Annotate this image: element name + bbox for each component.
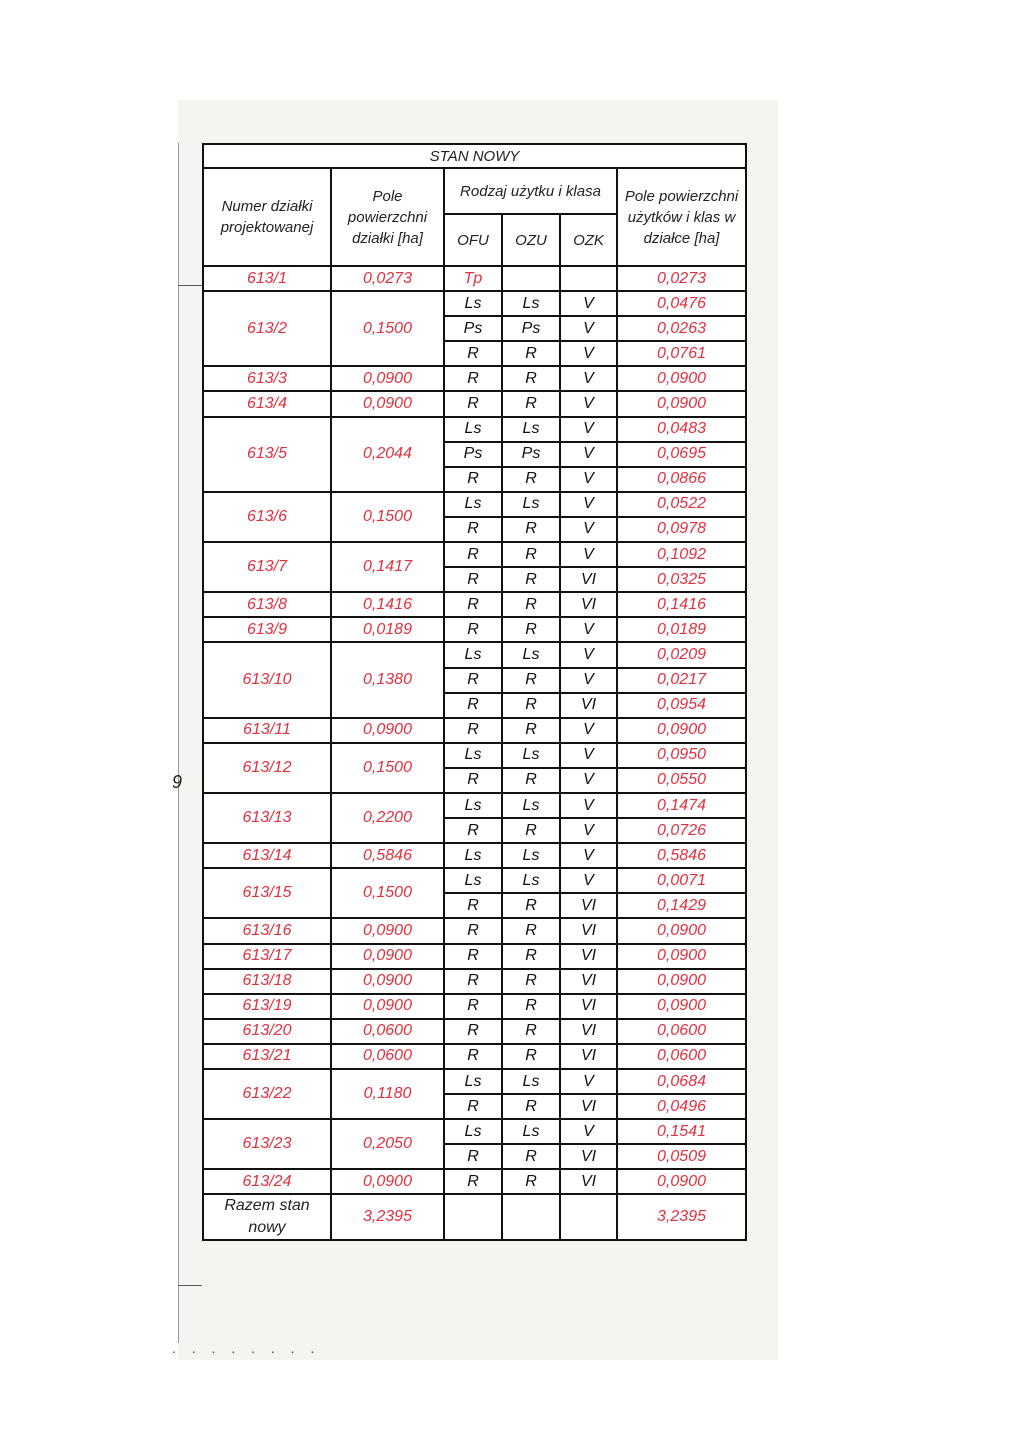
ozk-cell: V: [560, 291, 617, 316]
usage-area-cell: 0,0726: [617, 818, 746, 843]
total-empty-ozu: [502, 1194, 560, 1240]
parcel-area: 0,5846: [331, 843, 444, 868]
ofu-cell: R: [444, 391, 502, 416]
usage-area-cell: 0,0954: [617, 693, 746, 718]
ofu-cell: R: [444, 517, 502, 542]
ozu-cell: R: [502, 467, 560, 492]
parcel-number: 613/15: [203, 868, 331, 918]
parcel-area: 0,0900: [331, 366, 444, 391]
usage-area-cell: 0,0209: [617, 642, 746, 667]
table-row: [203, 1169, 746, 1194]
ozu-cell: R: [502, 1019, 560, 1044]
ozu-cell: Ps: [502, 442, 560, 467]
ozu-cell: R: [502, 768, 560, 793]
table-row: [203, 1119, 746, 1144]
ozu-cell: Ls: [502, 1069, 560, 1094]
table-row: [203, 994, 746, 1019]
header-ofu: OFU: [444, 214, 502, 266]
ozu-cell: Ps: [502, 316, 560, 341]
parcel-number: 613/11: [203, 718, 331, 743]
usage-area-cell: 0,0695: [617, 442, 746, 467]
parcel-area: 0,2050: [331, 1119, 444, 1169]
ofu-cell: R: [444, 617, 502, 642]
table-header: [203, 144, 746, 266]
ofu-cell: R: [444, 592, 502, 617]
ozu-cell: R: [502, 542, 560, 567]
ozk-cell: VI: [560, 592, 617, 617]
parcel-area: 0,0900: [331, 1169, 444, 1194]
ozk-cell: V: [560, 467, 617, 492]
parcel-number: 613/5: [203, 417, 331, 492]
ozu-cell: R: [502, 366, 560, 391]
ofu-cell: Ls: [444, 793, 502, 818]
parcel-number: 613/18: [203, 969, 331, 994]
ozu-cell: Ls: [502, 417, 560, 442]
parcel-number: 613/24: [203, 1169, 331, 1194]
table-row: [203, 291, 746, 316]
parcel-number: 613/4: [203, 391, 331, 416]
ozk-cell: VI: [560, 1144, 617, 1169]
ozk-cell: V: [560, 718, 617, 743]
ofu-cell: Ls: [444, 417, 502, 442]
ozk-cell: V: [560, 391, 617, 416]
usage-area-cell: 0,0950: [617, 743, 746, 768]
ozu-cell: R: [502, 1169, 560, 1194]
ofu-cell: R: [444, 366, 502, 391]
table-row: [203, 843, 746, 868]
ozk-cell: V: [560, 417, 617, 442]
table-row: [203, 266, 746, 291]
ozu-cell: R: [502, 617, 560, 642]
ozk-cell: VI: [560, 918, 617, 943]
table-row: [203, 718, 746, 743]
ofu-cell: R: [444, 341, 502, 366]
usage-area-cell: 0,0900: [617, 391, 746, 416]
ozk-cell: VI: [560, 693, 617, 718]
ozk-cell: V: [560, 1069, 617, 1094]
ofu-cell: Ls: [444, 1069, 502, 1094]
ozk-cell: VI: [560, 1169, 617, 1194]
ofu-cell: Ls: [444, 843, 502, 868]
margin-page-digit: 9: [172, 772, 183, 792]
ozu-cell: Ls: [502, 843, 560, 868]
total-empty-ofu: [444, 1194, 502, 1240]
parcel-number: 613/22: [203, 1069, 331, 1119]
usage-area-cell: 0,0600: [617, 1044, 746, 1069]
table-row: [203, 868, 746, 893]
ozu-cell: R: [502, 567, 560, 592]
parcel-area: 0,0189: [331, 617, 444, 642]
table-row: [203, 542, 746, 567]
table-row: [203, 1044, 746, 1069]
ofu-cell: R: [444, 918, 502, 943]
usage-area-cell: 0,0071: [617, 868, 746, 893]
ozu-cell: Ls: [502, 868, 560, 893]
parcel-area: 0,1500: [331, 868, 444, 918]
parcel-number: 613/21: [203, 1044, 331, 1069]
ozu-cell: R: [502, 893, 560, 918]
ozu-cell: R: [502, 1094, 560, 1119]
ozu-cell: R: [502, 969, 560, 994]
table-row: [203, 918, 746, 943]
ozu-cell: R: [502, 391, 560, 416]
table-row: [203, 1019, 746, 1044]
usage-area-cell: 0,0900: [617, 366, 746, 391]
ozk-cell: [560, 266, 617, 291]
parcel-number: 613/1: [203, 266, 331, 291]
usage-area-cell: 0,0273: [617, 266, 746, 291]
ozk-cell: VI: [560, 1019, 617, 1044]
header-parcel-area: Pole powierzchni działki [ha]: [331, 168, 444, 266]
usage-area-cell: 0,5846: [617, 843, 746, 868]
ozk-cell: VI: [560, 893, 617, 918]
parcel-area: 0,0600: [331, 1044, 444, 1069]
ofu-cell: Tp: [444, 266, 502, 291]
parcel-number: 613/16: [203, 918, 331, 943]
table-row: [203, 793, 746, 818]
ozu-cell: [502, 266, 560, 291]
left-margin-tick: [178, 1285, 202, 1286]
table-row: [203, 391, 746, 416]
parcel-area: 0,1417: [331, 542, 444, 592]
parcel-number: 613/2: [203, 291, 331, 366]
ozk-cell: V: [560, 366, 617, 391]
ozu-cell: R: [502, 818, 560, 843]
table-row: [203, 1069, 746, 1094]
ozu-cell: R: [502, 918, 560, 943]
table-row: [203, 969, 746, 994]
usage-area-cell: 0,0900: [617, 944, 746, 969]
header-usage-class: Rodzaj użytku i klasa: [444, 168, 617, 214]
left-margin-rule: [178, 143, 179, 1343]
usage-area-cell: 0,1474: [617, 793, 746, 818]
parcel-number: 613/6: [203, 492, 331, 542]
ofu-cell: R: [444, 693, 502, 718]
parcel-area: 0,0900: [331, 718, 444, 743]
ofu-cell: R: [444, 542, 502, 567]
header-ozk: OZK: [560, 214, 617, 266]
usage-area-cell: 0,1416: [617, 592, 746, 617]
parcel-number: 613/12: [203, 743, 331, 793]
ozk-cell: V: [560, 818, 617, 843]
table-row: [203, 592, 746, 617]
ozu-cell: R: [502, 944, 560, 969]
total-label: Razem stan nowy: [203, 1194, 331, 1240]
parcel-number: 613/10: [203, 642, 331, 717]
ozk-cell: V: [560, 517, 617, 542]
parcel-area: 0,2044: [331, 417, 444, 492]
parcel-area: 0,1500: [331, 492, 444, 542]
usage-area-cell: 0,0509: [617, 1144, 746, 1169]
ofu-cell: Ls: [444, 743, 502, 768]
header-ozu: OZU: [502, 214, 560, 266]
ofu-cell: R: [444, 1094, 502, 1119]
ozk-cell: V: [560, 442, 617, 467]
parcel-number: 613/8: [203, 592, 331, 617]
ofu-cell: Ls: [444, 642, 502, 667]
parcel-number: 613/7: [203, 542, 331, 592]
table-body: [203, 266, 746, 1194]
ofu-cell: R: [444, 818, 502, 843]
parcel-area: 0,1500: [331, 291, 444, 366]
parcel-number: 613/9: [203, 617, 331, 642]
ofu-cell: R: [444, 969, 502, 994]
table-footer: [203, 1194, 746, 1240]
ofu-cell: R: [444, 718, 502, 743]
ozk-cell: V: [560, 743, 617, 768]
ofu-cell: R: [444, 467, 502, 492]
usage-area-cell: 0,0325: [617, 567, 746, 592]
ofu-cell: Ls: [444, 492, 502, 517]
total-usage-area: 3,2395: [617, 1194, 746, 1240]
ozu-cell: R: [502, 693, 560, 718]
ozu-cell: Ls: [502, 793, 560, 818]
usage-area-cell: 0,1429: [617, 893, 746, 918]
usage-area-cell: 0,0189: [617, 617, 746, 642]
parcel-number: 613/14: [203, 843, 331, 868]
total-row: [203, 1194, 746, 1240]
ofu-cell: R: [444, 944, 502, 969]
usage-area-cell: 0,0476: [617, 291, 746, 316]
ofu-cell: R: [444, 893, 502, 918]
table-row: [203, 642, 746, 667]
usage-area-cell: 0,1541: [617, 1119, 746, 1144]
ozk-cell: V: [560, 843, 617, 868]
usage-area-cell: 0,0900: [617, 918, 746, 943]
ozu-cell: Ls: [502, 492, 560, 517]
parcel-area: 0,0900: [331, 994, 444, 1019]
ozu-cell: R: [502, 1144, 560, 1169]
parcel-area: 0,1380: [331, 642, 444, 717]
parcel-table: [202, 143, 747, 1241]
ozu-cell: R: [502, 1044, 560, 1069]
ofu-cell: R: [444, 994, 502, 1019]
table-row: [203, 743, 746, 768]
parcel-area: 0,0273: [331, 266, 444, 291]
ozk-cell: V: [560, 1119, 617, 1144]
total-empty-ozk: [560, 1194, 617, 1240]
ozk-cell: V: [560, 668, 617, 693]
ofu-cell: Ls: [444, 868, 502, 893]
ozk-cell: V: [560, 768, 617, 793]
usage-area-cell: 0,0550: [617, 768, 746, 793]
usage-area-cell: 0,0900: [617, 994, 746, 1019]
parcel-number: 613/20: [203, 1019, 331, 1044]
ozu-cell: Ls: [502, 743, 560, 768]
usage-area-cell: 0,0900: [617, 1169, 746, 1194]
ozk-cell: VI: [560, 567, 617, 592]
usage-area-cell: 0,0217: [617, 668, 746, 693]
ozu-cell: Ls: [502, 642, 560, 667]
ofu-cell: R: [444, 1144, 502, 1169]
parcel-area: 0,1500: [331, 743, 444, 793]
usage-area-cell: 0,0900: [617, 969, 746, 994]
ozk-cell: V: [560, 793, 617, 818]
ozu-cell: R: [502, 668, 560, 693]
ozu-cell: R: [502, 592, 560, 617]
parcel-area: 0,0900: [331, 391, 444, 416]
ofu-cell: Ls: [444, 291, 502, 316]
bottom-text-fragment: . . . . . . . .: [172, 1340, 321, 1356]
ofu-cell: R: [444, 567, 502, 592]
ofu-cell: R: [444, 1169, 502, 1194]
parcel-number: 613/19: [203, 994, 331, 1019]
ofu-cell: Ps: [444, 442, 502, 467]
ozk-cell: VI: [560, 969, 617, 994]
parcel-area: 0,0900: [331, 944, 444, 969]
usage-area-cell: 0,1092: [617, 542, 746, 567]
ozk-cell: V: [560, 617, 617, 642]
ozk-cell: VI: [560, 1094, 617, 1119]
left-margin-tick: [178, 285, 202, 286]
parcel-number: 613/23: [203, 1119, 331, 1169]
parcel-area: 0,0900: [331, 969, 444, 994]
parcel-number: 613/3: [203, 366, 331, 391]
total-parcel-area: 3,2395: [331, 1194, 444, 1240]
usage-area-cell: 0,0600: [617, 1019, 746, 1044]
header-parcel-number: Numer działki projektowanej: [203, 168, 331, 266]
ozk-cell: V: [560, 868, 617, 893]
usage-area-cell: 0,0483: [617, 417, 746, 442]
table-row: [203, 617, 746, 642]
usage-area-cell: 0,0866: [617, 467, 746, 492]
parcel-area: 0,1180: [331, 1069, 444, 1119]
ofu-cell: Ps: [444, 316, 502, 341]
parcel-number: 613/13: [203, 793, 331, 843]
parcel-area: 0,0900: [331, 918, 444, 943]
ozu-cell: R: [502, 994, 560, 1019]
usage-area-cell: 0,0496: [617, 1094, 746, 1119]
usage-area-cell: 0,0900: [617, 718, 746, 743]
ozk-cell: V: [560, 642, 617, 667]
usage-area-cell: 0,0978: [617, 517, 746, 542]
usage-area-cell: 0,0684: [617, 1069, 746, 1094]
parcel-area: 0,1416: [331, 592, 444, 617]
table-row: [203, 366, 746, 391]
ozu-cell: R: [502, 718, 560, 743]
parcel-area: 0,0600: [331, 1019, 444, 1044]
table-row: [203, 417, 746, 442]
header-usage-area: Pole powierzchni użytków i klas w działce [ha]: [617, 168, 746, 266]
ozu-cell: R: [502, 517, 560, 542]
ozk-cell: V: [560, 341, 617, 366]
usage-area-cell: 0,0263: [617, 316, 746, 341]
ozu-cell: Ls: [502, 291, 560, 316]
usage-area-cell: 0,0761: [617, 341, 746, 366]
ozk-cell: VI: [560, 944, 617, 969]
ozk-cell: VI: [560, 1044, 617, 1069]
ozk-cell: VI: [560, 994, 617, 1019]
ozk-cell: V: [560, 492, 617, 517]
ofu-cell: R: [444, 668, 502, 693]
usage-area-cell: 0,0522: [617, 492, 746, 517]
ozk-cell: V: [560, 542, 617, 567]
parcel-area: 0,2200: [331, 793, 444, 843]
ofu-cell: R: [444, 1044, 502, 1069]
table-row: [203, 492, 746, 517]
ozu-cell: R: [502, 341, 560, 366]
ofu-cell: R: [444, 768, 502, 793]
parcel-number: 613/17: [203, 944, 331, 969]
table-title: STAN NOWY: [203, 144, 746, 168]
ozu-cell: Ls: [502, 1119, 560, 1144]
ofu-cell: R: [444, 1019, 502, 1044]
ozk-cell: V: [560, 316, 617, 341]
ofu-cell: Ls: [444, 1119, 502, 1144]
table-row: [203, 944, 746, 969]
